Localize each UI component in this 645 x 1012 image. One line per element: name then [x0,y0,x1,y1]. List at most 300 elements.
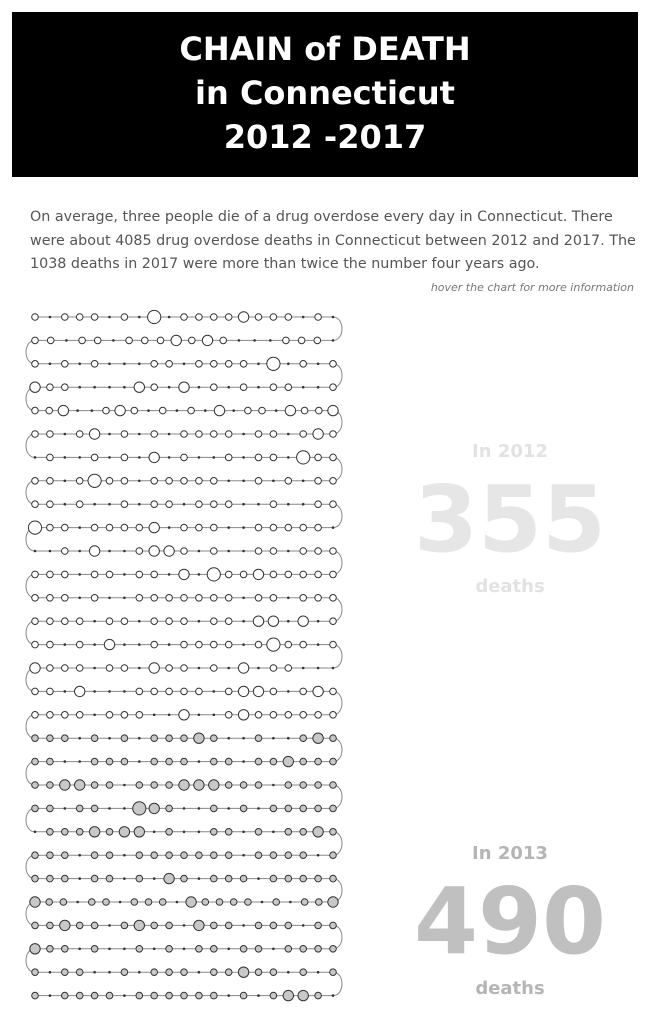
day-marker[interactable] [166,361,173,368]
day-marker[interactable] [211,805,218,812]
day-marker[interactable] [255,454,262,461]
day-marker[interactable] [93,620,96,623]
day-marker[interactable] [32,969,39,976]
day-marker[interactable] [78,948,81,951]
day-marker[interactable] [76,618,83,625]
day-marker[interactable] [198,573,201,576]
day-marker[interactable] [168,573,171,576]
day-marker[interactable] [285,782,292,789]
day-marker[interactable] [49,316,52,319]
day-marker[interactable] [76,992,83,999]
day-marker[interactable] [106,665,113,672]
day-marker[interactable] [138,971,141,974]
day-marker[interactable] [211,992,218,999]
day-marker[interactable] [123,948,126,951]
day-marker[interactable] [240,782,247,789]
day-marker[interactable] [330,946,337,953]
day-marker[interactable] [76,431,83,438]
day-marker[interactable] [119,901,122,904]
day-marker[interactable] [168,456,171,459]
day-marker[interactable] [196,946,203,953]
day-marker[interactable] [91,875,98,882]
day-marker[interactable] [198,971,201,974]
day-marker[interactable] [270,454,277,461]
day-marker[interactable] [270,384,277,391]
day-marker[interactable] [138,433,141,436]
day-marker[interactable] [91,805,98,812]
day-marker[interactable] [204,409,207,412]
day-marker[interactable] [181,992,188,999]
day-marker[interactable] [198,620,201,623]
day-marker[interactable] [181,665,188,672]
day-marker[interactable] [121,735,128,742]
day-marker[interactable] [93,971,96,974]
day-marker[interactable] [227,807,230,810]
day-marker[interactable] [78,386,81,389]
day-marker[interactable] [313,429,323,439]
day-marker[interactable] [153,877,156,880]
day-marker[interactable] [298,337,305,344]
day-marker[interactable] [166,665,173,672]
day-marker[interactable] [64,690,67,693]
day-marker[interactable] [131,407,138,414]
day-marker[interactable] [287,737,290,740]
day-marker[interactable] [47,454,54,461]
day-marker[interactable] [245,899,252,906]
day-marker[interactable] [138,620,141,623]
day-marker[interactable] [302,480,305,483]
day-marker[interactable] [315,946,322,953]
day-marker[interactable] [196,431,203,438]
day-marker[interactable] [91,758,98,765]
day-marker[interactable] [285,712,292,719]
day-marker[interactable] [238,967,248,977]
day-marker[interactable] [108,807,111,810]
day-marker[interactable] [108,550,111,553]
day-marker[interactable] [179,569,189,579]
day-marker[interactable] [273,899,280,906]
day-marker[interactable] [242,620,245,623]
day-marker[interactable] [136,688,143,695]
day-marker[interactable] [257,386,260,389]
day-marker[interactable] [183,831,186,834]
day-marker[interactable] [255,641,262,648]
day-marker[interactable] [62,384,69,391]
day-marker[interactable] [30,944,40,954]
day-marker[interactable] [166,829,173,836]
day-marker[interactable] [166,735,173,742]
day-marker[interactable] [108,690,111,693]
day-marker[interactable] [257,877,260,880]
day-marker[interactable] [332,994,335,997]
day-marker[interactable] [300,641,307,648]
day-marker[interactable] [47,384,54,391]
day-marker[interactable] [287,363,290,366]
day-marker[interactable] [136,946,143,953]
day-marker[interactable] [89,546,99,556]
day-marker[interactable] [253,339,256,342]
day-marker[interactable] [211,852,218,859]
day-marker[interactable] [30,663,40,673]
day-marker[interactable] [300,595,307,602]
day-marker[interactable] [285,571,292,578]
day-marker[interactable] [198,807,201,810]
day-marker[interactable] [151,758,158,765]
day-marker[interactable] [108,386,111,389]
day-marker[interactable] [255,478,262,485]
day-marker[interactable] [76,829,83,836]
day-marker[interactable] [91,852,98,859]
day-marker[interactable] [255,735,262,742]
day-marker[interactable] [211,875,218,882]
day-marker[interactable] [166,782,173,789]
day-marker[interactable] [134,827,144,837]
day-marker[interactable] [196,361,203,368]
day-marker[interactable] [32,571,39,578]
day-marker[interactable] [253,686,263,696]
day-marker[interactable] [76,901,79,904]
day-marker[interactable] [47,875,54,882]
day-marker[interactable] [49,994,52,997]
day-marker[interactable] [32,992,39,999]
day-marker[interactable] [297,451,310,464]
day-marker[interactable] [183,948,186,951]
day-marker[interactable] [317,667,320,670]
day-marker[interactable] [131,899,138,906]
day-marker[interactable] [300,431,307,438]
day-marker[interactable] [198,456,201,459]
day-marker[interactable] [225,361,232,368]
day-marker[interactable] [89,429,99,439]
day-marker[interactable] [138,316,141,319]
day-marker[interactable] [32,805,39,812]
day-marker[interactable] [255,829,262,836]
day-marker[interactable] [108,433,111,436]
day-marker[interactable] [285,405,295,415]
day-marker[interactable] [330,805,337,812]
day-marker[interactable] [181,852,188,859]
day-marker[interactable] [317,854,320,857]
day-marker[interactable] [330,688,337,695]
day-marker[interactable] [136,548,143,555]
day-marker[interactable] [270,571,277,578]
day-marker[interactable] [227,667,230,670]
day-marker[interactable] [196,641,203,648]
day-marker[interactable] [225,314,232,321]
day-marker[interactable] [108,363,111,366]
day-marker[interactable] [91,314,98,321]
day-marker[interactable] [166,969,173,976]
day-marker[interactable] [225,758,232,765]
day-marker[interactable] [91,361,98,368]
day-marker[interactable] [147,409,150,412]
day-marker[interactable] [151,618,158,625]
day-marker[interactable] [225,829,232,836]
day-marker[interactable] [166,478,173,485]
day-marker[interactable] [213,690,216,693]
day-marker[interactable] [298,616,308,626]
day-marker[interactable] [330,922,337,929]
day-marker[interactable] [88,474,101,487]
day-marker[interactable] [142,337,149,344]
day-marker[interactable] [138,643,141,646]
day-marker[interactable] [62,992,69,999]
day-marker[interactable] [76,922,83,929]
day-marker[interactable] [315,875,322,882]
day-marker[interactable] [78,877,81,880]
day-marker[interactable] [91,595,98,602]
day-marker[interactable] [330,478,337,485]
day-marker[interactable] [78,737,81,740]
day-marker[interactable] [314,337,321,344]
day-marker[interactable] [211,758,218,765]
day-marker[interactable] [181,478,188,485]
day-marker[interactable] [315,712,322,719]
day-marker[interactable] [34,456,37,459]
day-marker[interactable] [153,948,156,951]
day-marker[interactable] [65,339,68,342]
day-marker[interactable] [159,899,166,906]
day-marker[interactable] [225,969,232,976]
day-marker[interactable] [287,690,290,693]
day-marker[interactable] [108,971,111,974]
day-marker[interactable] [49,550,52,553]
day-marker[interactable] [227,386,230,389]
day-marker[interactable] [76,712,83,719]
day-marker[interactable] [302,667,305,670]
day-marker[interactable] [47,595,54,602]
day-marker[interactable] [332,339,335,342]
day-marker[interactable] [317,386,320,389]
day-marker[interactable] [287,433,290,436]
day-marker[interactable] [32,618,39,625]
day-marker[interactable] [106,782,113,789]
day-marker[interactable] [104,639,114,649]
day-marker[interactable] [32,501,39,508]
day-marker[interactable] [166,922,173,929]
day-marker[interactable] [211,618,218,625]
day-marker[interactable] [211,548,218,555]
day-marker[interactable] [330,641,337,648]
day-marker[interactable] [64,503,67,506]
day-marker[interactable] [225,431,232,438]
day-marker[interactable] [181,735,188,742]
day-marker[interactable] [240,946,247,953]
day-marker[interactable] [136,782,143,789]
day-marker[interactable] [196,595,203,602]
day-marker[interactable] [225,922,232,929]
day-marker[interactable] [91,524,98,531]
day-marker[interactable] [106,524,113,531]
day-marker[interactable] [79,337,86,344]
day-marker[interactable] [108,948,111,951]
day-marker[interactable] [270,875,277,882]
day-marker[interactable] [196,992,203,999]
day-marker[interactable] [194,780,204,790]
day-marker[interactable] [123,597,126,600]
day-marker[interactable] [145,899,152,906]
day-marker[interactable] [270,922,277,929]
day-marker[interactable] [287,597,290,600]
day-marker[interactable] [166,618,173,625]
day-marker[interactable] [242,924,245,927]
day-marker[interactable] [289,901,292,904]
day-marker[interactable] [255,314,262,321]
day-marker[interactable] [225,875,232,882]
day-marker[interactable] [134,920,144,930]
day-marker[interactable] [315,454,322,461]
day-marker[interactable] [211,641,218,648]
day-marker[interactable] [259,407,266,414]
day-marker[interactable] [106,478,113,485]
day-marker[interactable] [328,405,338,415]
day-marker[interactable] [46,899,53,906]
day-marker[interactable] [136,875,143,882]
day-marker[interactable] [242,480,245,483]
day-marker[interactable] [300,829,307,836]
day-marker[interactable] [64,760,67,763]
day-marker[interactable] [257,667,260,670]
day-marker[interactable] [123,573,126,576]
day-marker[interactable] [121,618,128,625]
day-marker[interactable] [285,524,292,531]
day-marker[interactable] [225,712,232,719]
day-marker[interactable] [315,758,322,765]
day-marker[interactable] [298,990,308,1000]
day-marker[interactable] [270,431,277,438]
day-marker[interactable] [300,735,307,742]
day-marker[interactable] [121,712,128,719]
day-marker[interactable] [255,548,262,555]
day-marker[interactable] [330,758,337,765]
day-marker[interactable] [34,550,37,553]
day-marker[interactable] [47,688,54,695]
day-marker[interactable] [225,571,232,578]
day-marker[interactable] [123,550,126,553]
day-marker[interactable] [300,805,307,812]
day-marker[interactable] [272,737,275,740]
day-marker[interactable] [62,571,69,578]
day-marker[interactable] [214,405,224,415]
day-marker[interactable] [151,992,158,999]
day-marker[interactable] [270,805,277,812]
day-marker[interactable] [149,663,159,673]
day-marker[interactable] [270,524,277,531]
day-marker[interactable] [76,501,83,508]
day-marker[interactable] [168,433,171,436]
day-marker[interactable] [285,805,292,812]
day-marker[interactable] [168,526,171,529]
day-marker[interactable] [301,407,308,414]
day-marker[interactable] [211,361,218,368]
day-marker[interactable] [62,829,69,836]
day-marker[interactable] [121,665,128,672]
day-marker[interactable] [315,501,322,508]
day-marker[interactable] [270,314,277,321]
day-marker[interactable] [138,760,141,763]
day-marker[interactable] [138,737,141,740]
day-marker[interactable] [330,735,337,742]
day-marker[interactable] [151,571,158,578]
day-marker[interactable] [64,643,67,646]
day-marker[interactable] [330,501,337,508]
day-marker[interactable] [76,969,83,976]
day-marker[interactable] [315,805,322,812]
day-marker[interactable] [211,384,218,391]
day-marker[interactable] [211,478,218,485]
day-marker[interactable] [151,478,158,485]
day-marker[interactable] [179,710,189,720]
day-marker[interactable] [91,922,98,929]
day-marker[interactable] [62,548,69,555]
day-marker[interactable] [317,643,320,646]
day-marker[interactable] [227,737,230,740]
day-marker[interactable] [242,526,245,529]
day-marker[interactable] [108,737,111,740]
day-marker[interactable] [183,924,186,927]
day-marker[interactable] [106,992,113,999]
day-marker[interactable] [123,854,126,857]
day-marker[interactable] [121,454,128,461]
day-marker[interactable] [330,571,337,578]
day-marker[interactable] [47,805,54,812]
day-marker[interactable] [211,735,218,742]
day-marker[interactable] [103,407,110,414]
day-marker[interactable] [60,920,70,930]
day-marker[interactable] [196,478,203,485]
day-marker[interactable] [315,524,322,531]
day-marker[interactable] [300,758,307,765]
day-marker[interactable] [330,782,337,789]
day-marker[interactable] [330,431,337,438]
day-marker[interactable] [151,922,158,929]
day-marker[interactable] [315,478,322,485]
day-marker[interactable] [255,431,262,438]
day-marker[interactable] [330,595,337,602]
day-marker[interactable] [227,550,230,553]
day-marker[interactable] [302,316,305,319]
day-marker[interactable] [317,971,320,974]
day-marker[interactable] [330,875,337,882]
day-marker[interactable] [270,665,277,672]
day-marker[interactable] [76,409,79,412]
day-marker[interactable] [32,337,39,344]
day-marker[interactable] [330,384,337,391]
day-marker[interactable] [62,852,69,859]
day-marker[interactable] [32,478,39,485]
day-marker[interactable] [78,854,81,857]
day-marker[interactable] [270,852,277,859]
day-marker[interactable] [106,875,113,882]
day-marker[interactable] [121,431,128,438]
day-marker[interactable] [240,805,247,812]
day-marker[interactable] [32,922,39,929]
day-marker[interactable] [133,802,146,815]
day-marker[interactable] [138,456,141,459]
day-marker[interactable] [181,454,188,461]
day-marker[interactable] [242,503,245,506]
day-marker[interactable] [123,807,126,810]
day-marker[interactable] [47,431,54,438]
day-marker[interactable] [64,433,67,436]
day-marker[interactable] [302,386,305,389]
day-marker[interactable] [332,667,335,670]
day-marker[interactable] [32,431,39,438]
day-marker[interactable] [181,524,188,531]
day-marker[interactable] [123,690,126,693]
day-marker[interactable] [91,782,98,789]
day-marker[interactable] [287,503,290,506]
